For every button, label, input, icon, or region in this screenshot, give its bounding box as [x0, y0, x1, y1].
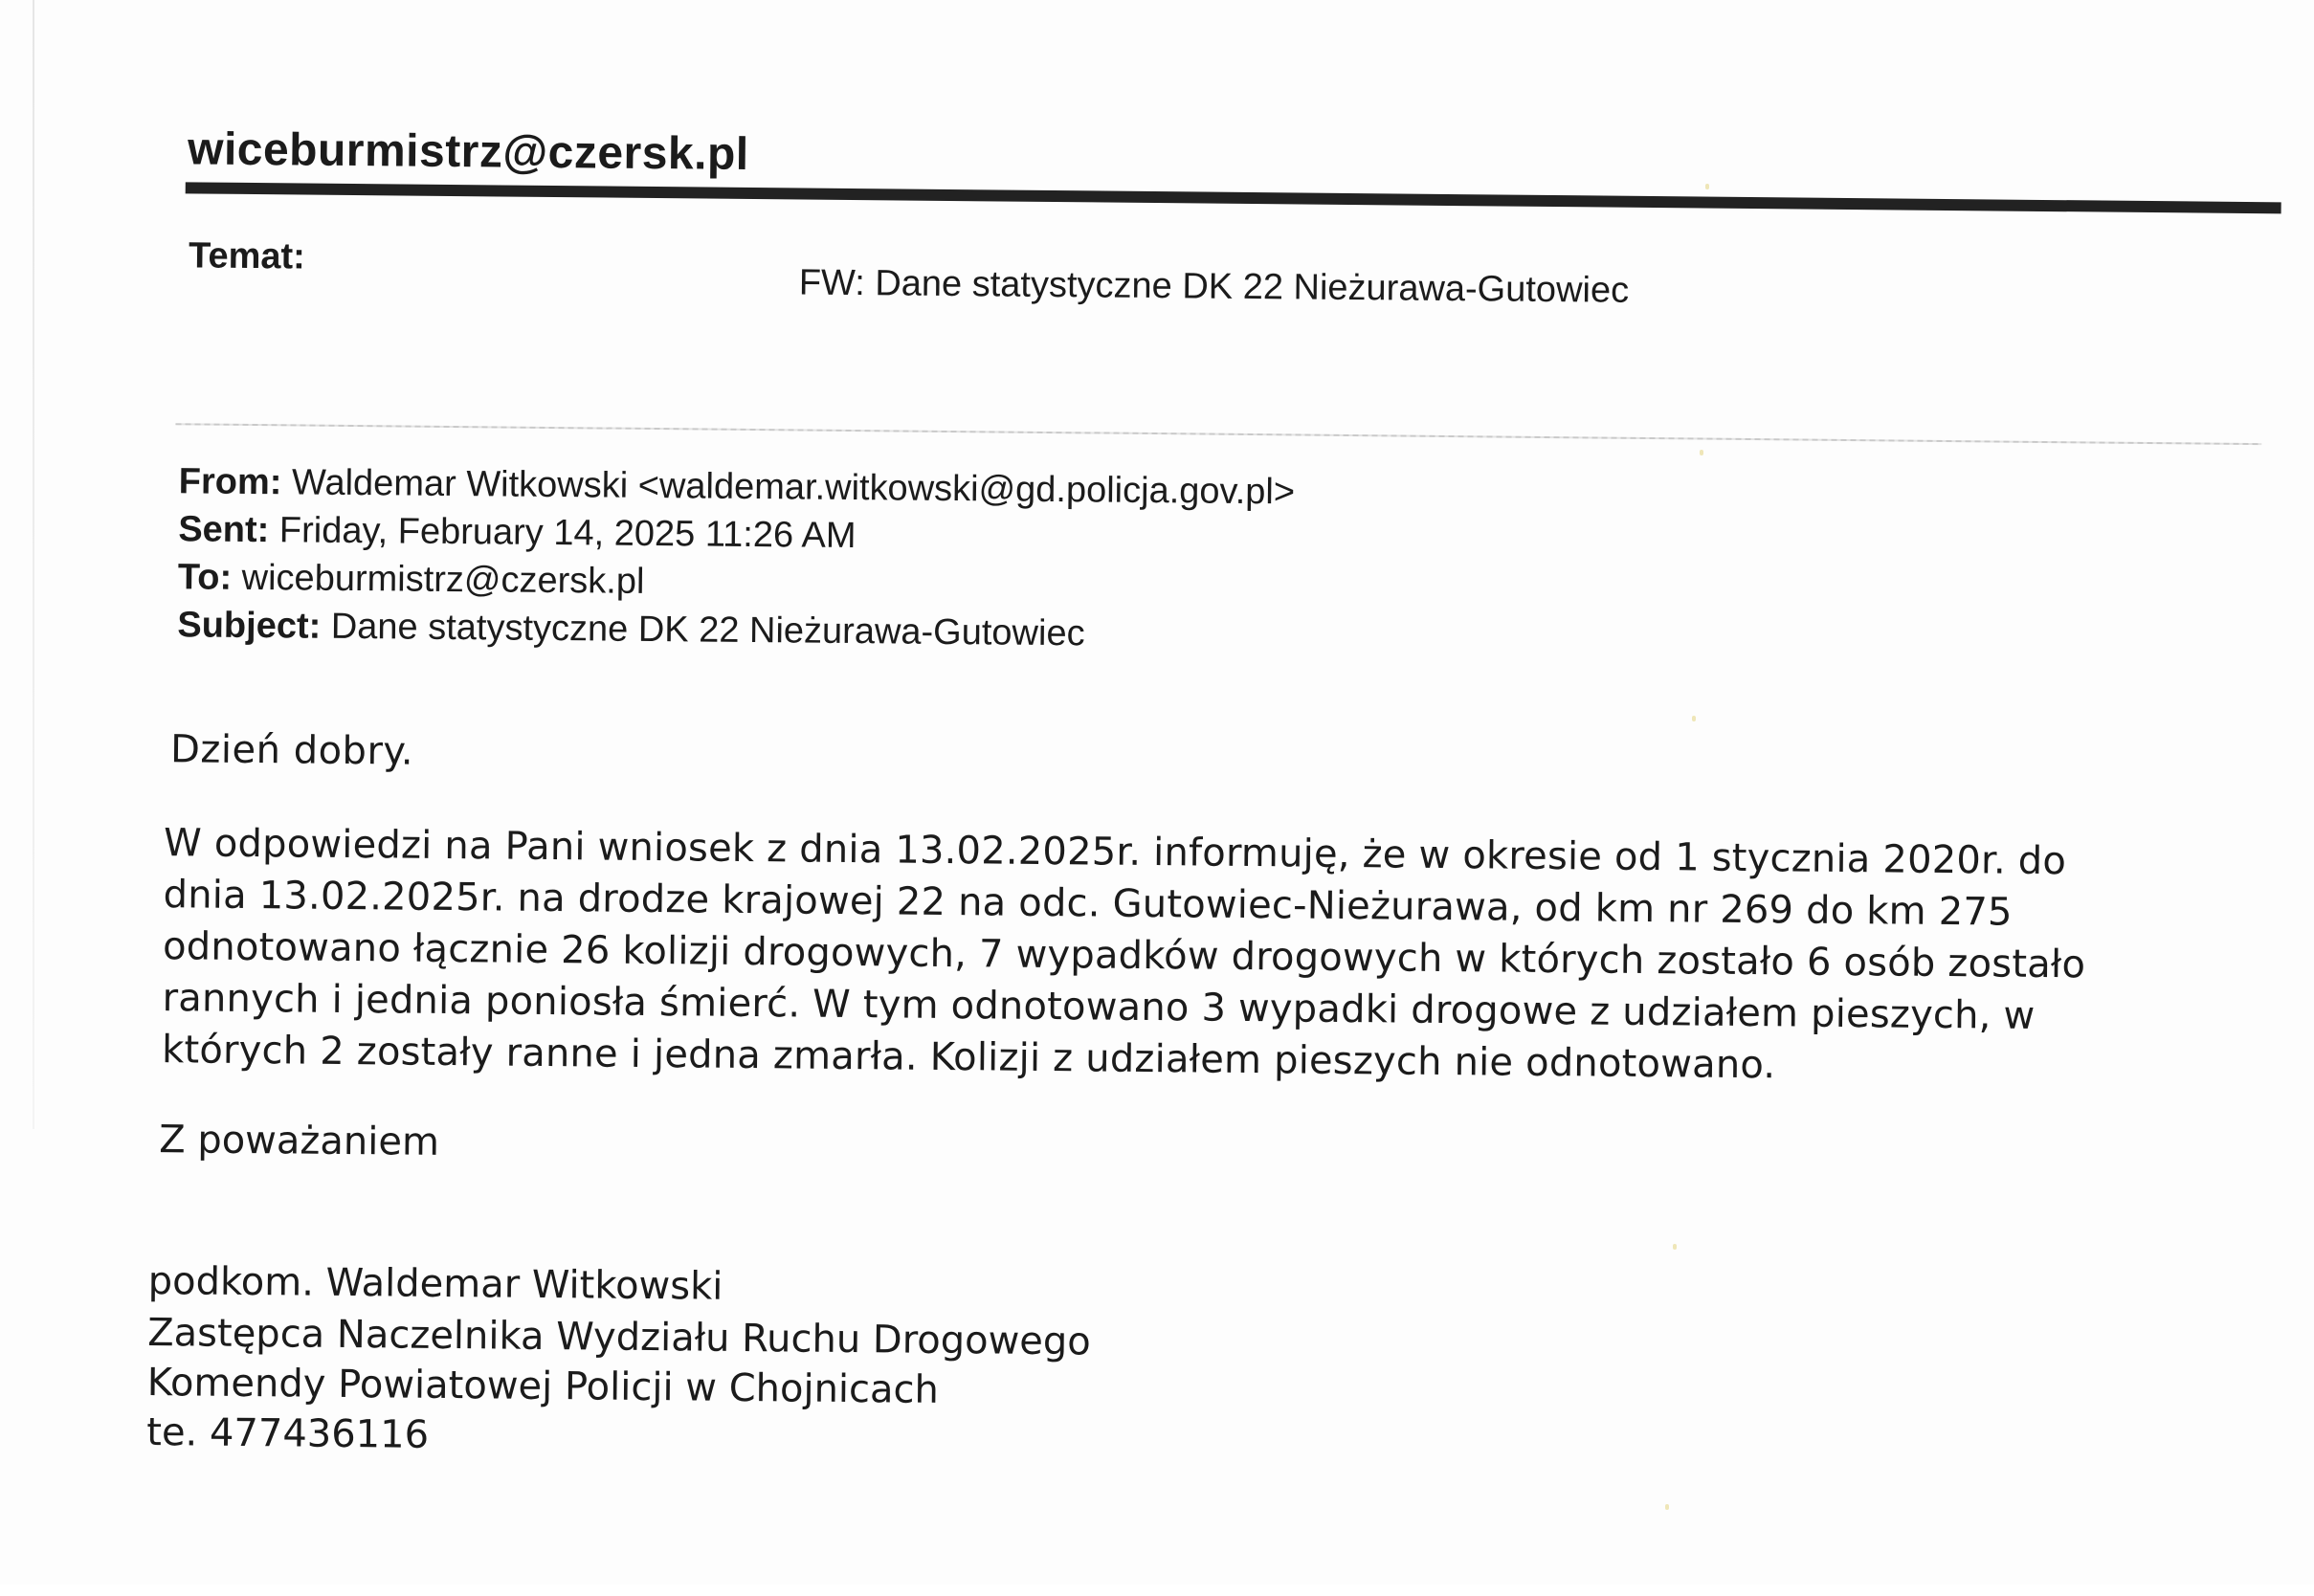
to-value: wiceburmistrz@czersk.pl: [241, 557, 645, 602]
signature-unit: Komendy Powiatowej Policji w Chojnicach: [146, 1360, 940, 1412]
scan-speck: [1700, 450, 1703, 455]
header-divider: [186, 182, 2281, 213]
subject-value: Dane statystyczne DK 22 Nieżurawa-Gutowiec: [330, 606, 1085, 654]
temat-value: FW: Dane statystyczne DK 22 Nieżurawa-Gutowiec: [798, 262, 1630, 311]
scan-speck: [1673, 1244, 1677, 1250]
from-value: Waldemar Witkowski <waldemar.witkowski@gd.policja.gov.pl>: [291, 462, 1296, 513]
closing: Z poważaniem: [158, 1118, 440, 1164]
body-line: W odpowiedzi na Pani wniosek z dnia 13.02.2025r. informuję, że w okresie od 1 stycznia 2020r. do: [163, 821, 2067, 884]
greeting: Dzień dobry.: [169, 727, 414, 774]
body-line: dnia 13.02.2025r. na drodze krajowej 22 na odc. Gutowiec-Nieżurawa, od km nr 269 do km 275: [163, 873, 2013, 935]
to-label: To:: [177, 557, 233, 598]
scan-speck: [1665, 1504, 1669, 1510]
sent-label: Sent:: [178, 509, 270, 551]
from-line: [179, 461, 1296, 513]
message-divider: [175, 423, 2261, 445]
signature-name: podkom. Waldemar Witkowski: [147, 1258, 723, 1309]
scan-speck: [1692, 716, 1696, 721]
from-label: From:: [178, 461, 282, 503]
signature-title: Zastępca Naczelnika Wydziału Ruchu Drogowego: [147, 1310, 1092, 1364]
subject-line: [177, 605, 1085, 654]
body-line: odnotowano łącznie 26 kolizji drogowych, 7 wypadków drogowych w których zostało 6 osób zostało: [162, 924, 2086, 987]
scan-speck: [1705, 184, 1709, 189]
signature-phone: te. 477436116: [146, 1409, 430, 1457]
subject-label: Subject:: [177, 605, 322, 647]
header-email: wiceburmistrz@czersk.pl: [187, 123, 749, 180]
sent-value: Friday, February 14, 2025 11:26 AM: [278, 510, 857, 557]
body-line: których 2 zostały ranne i jedna zmarła. Kolizji z udziałem pieszych nie odnotowano.: [161, 1028, 1776, 1088]
body-line: rannych i jednia poniosła śmierć. W tym odnotowano 3 wypadki drogowe z udziałem pieszych, w: [162, 976, 2036, 1038]
to-line: [178, 557, 645, 603]
sent-line: [178, 509, 857, 557]
temat-label: Temat:: [188, 235, 306, 277]
